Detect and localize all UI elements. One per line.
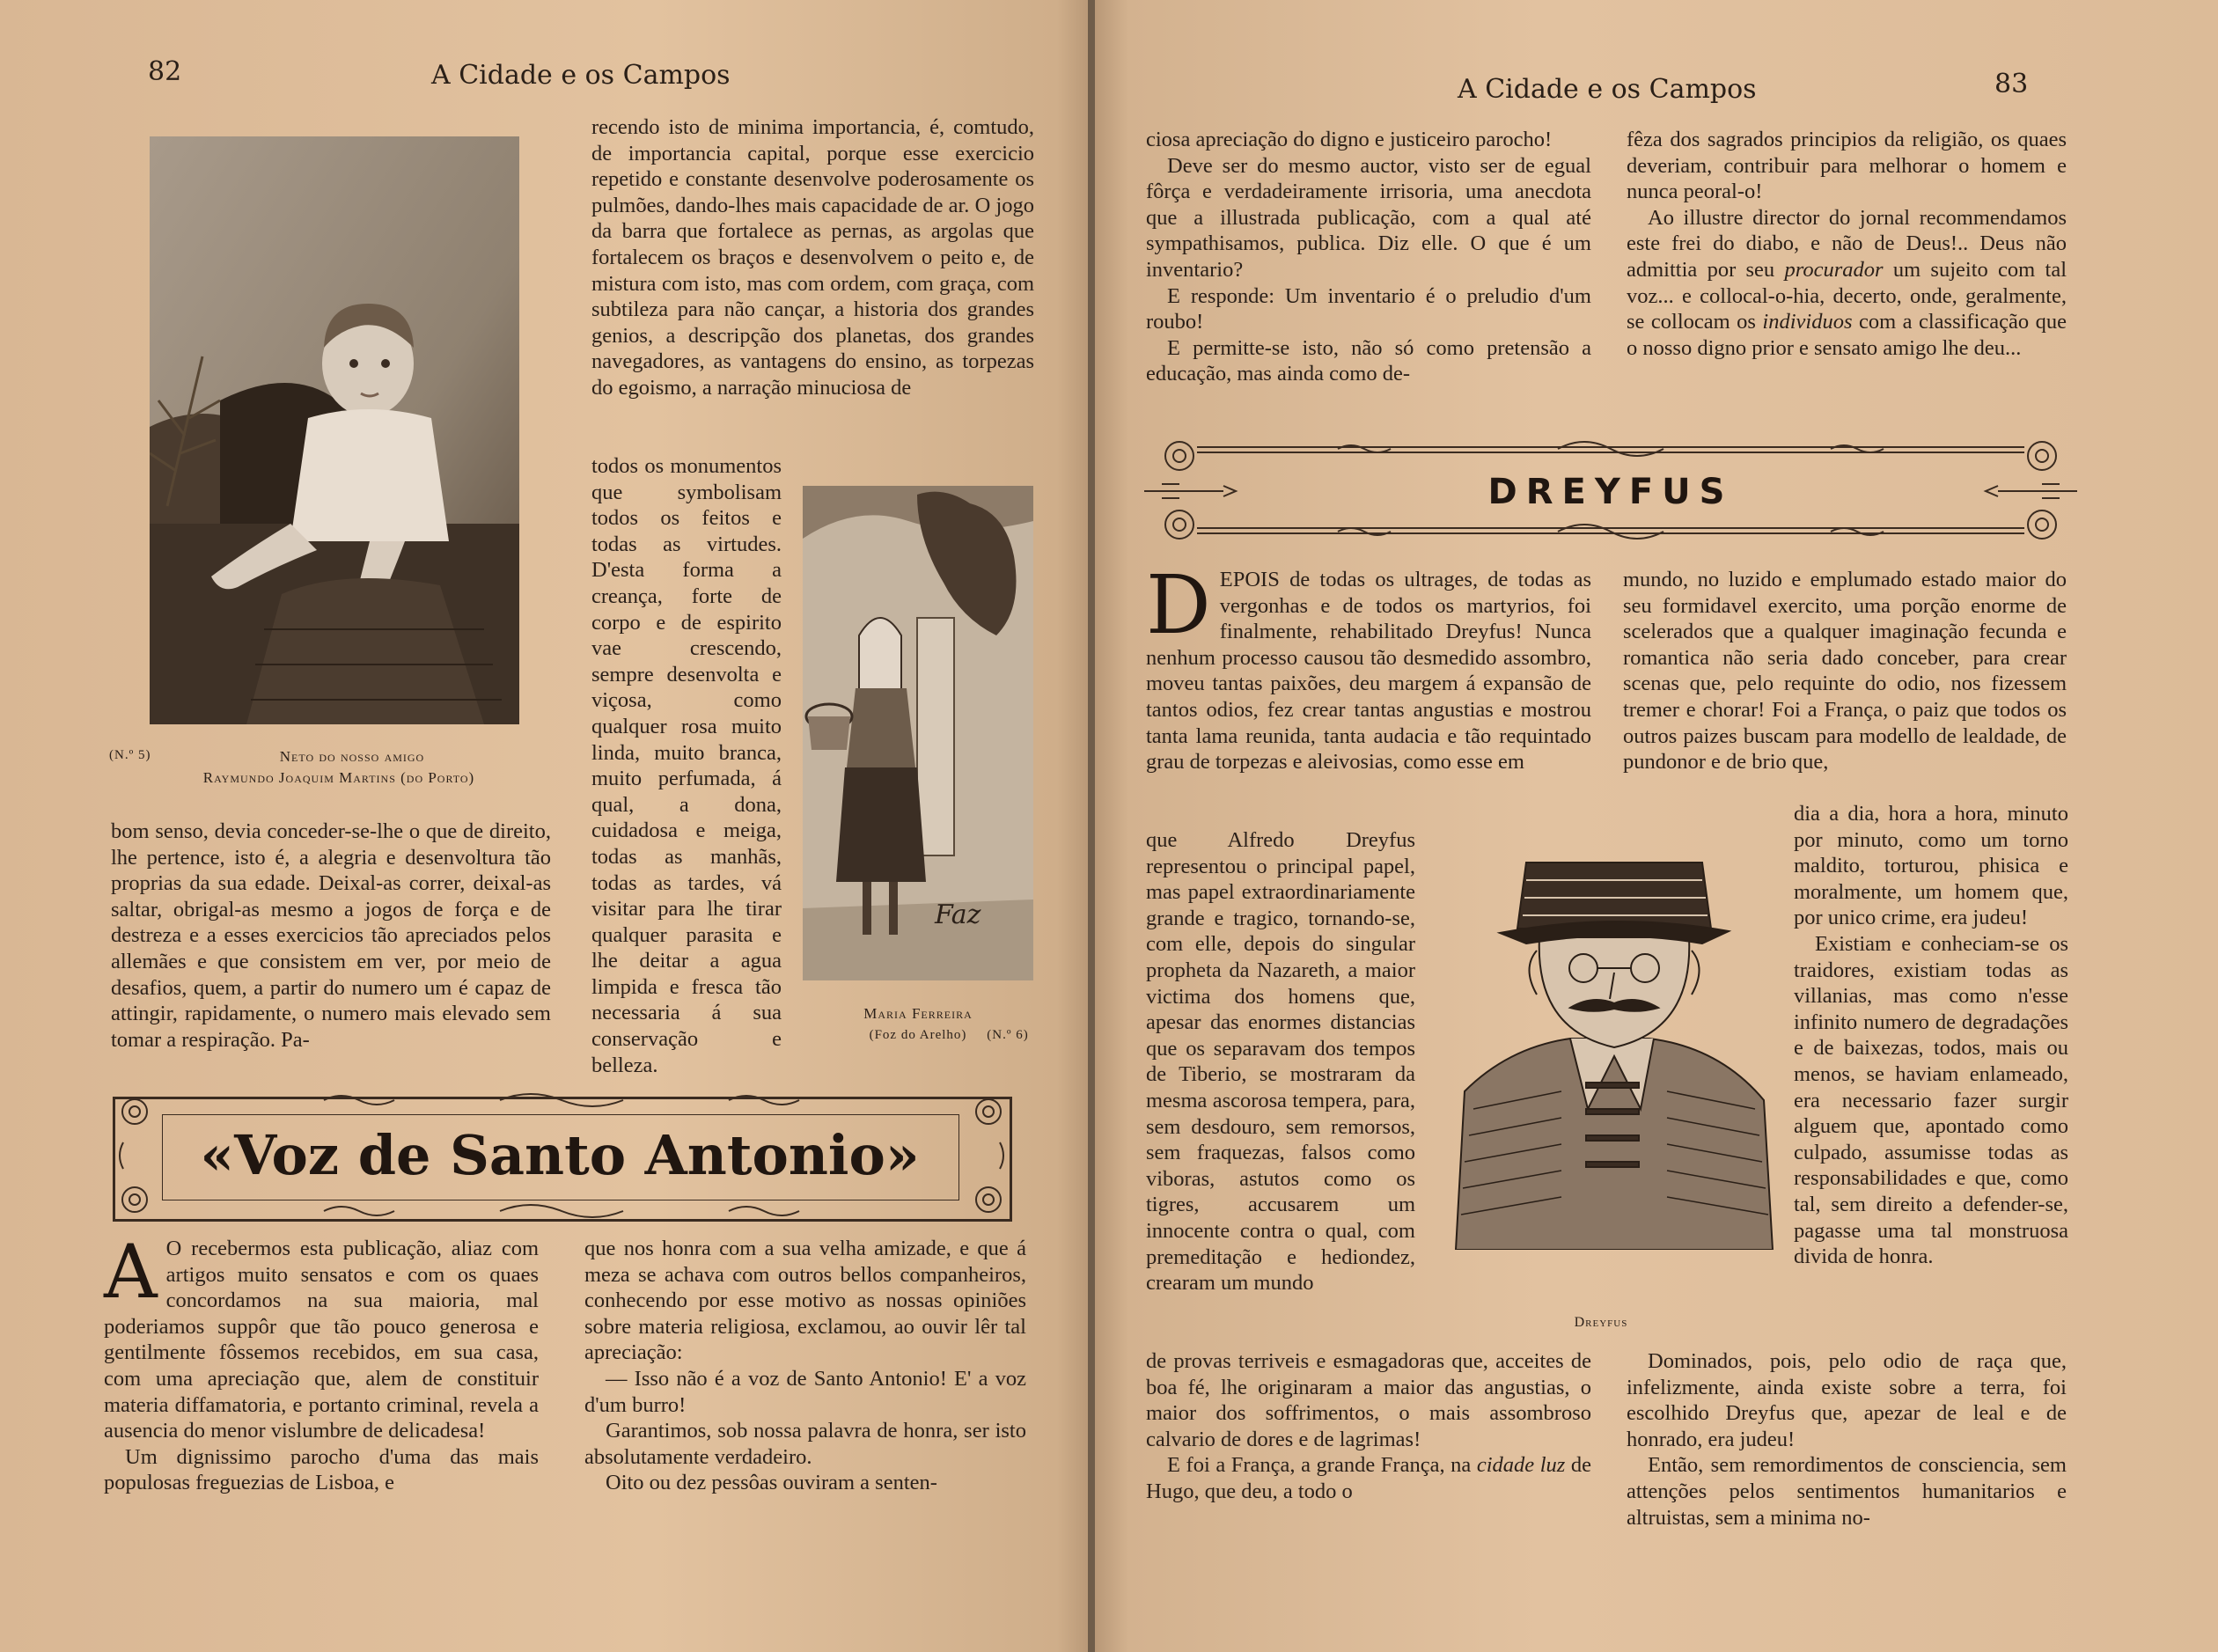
dreyfus-section-title: DREYFUS [1487,472,1734,512]
right-top-col1-p4: E permitte-se isto, não só como pretensão a educação, mas ainda como de- [1146,335,1591,386]
voz-col2-paragraph1: que nos honra com a sua velha amizade, e que á meza se achava com outros bellos companheiros, conhecendo por esse motivo as nossas opiniões sobre materia religiosa, exclamou, ao ouvir lêr tal apreciação: [584,1237,1026,1365]
dreyfus-col2-narrow-p2: Existiam e conheciam-se os traidores, existiam todas as villanias, mas como n'esse infinito numero de degradações e de baixezas, todos, mais ou menos, se haviam enlameado, era necessario fazer surgir alguem que, apontado como culpado, assumisse todas as responsabilidades e que, como tal, sem direito a defender-se, pagasse uma tal monstruosa divida de honra. [1794,931,2068,1269]
left-col2-narrow-text [591,453,782,1078]
left-col2-top-paragraph: recendo isto de minima importancia, é, comtudo, de importancia capital, porque esse exercicio repetido e constante desenvolve poderosamente os pulmões, dando-lhes mais capacidade de ar. O jogo da barra que fortalece as pernas, as argolas que fortalecem os braços e desenvolvem o peito e, de mistura com isto, mas com ordem, com graça, com subtileza para não cançar, a historia dos grandes genios, a descripção dos planetas, dos grandes navegadores, as vantagens do ensino, as torpezas do egoismo, a narração minuciosa de [591,115,1034,400]
dreyfus-col1-intro [1146,558,1591,775]
baby-photo-number: (N.º 5) [109,748,151,762]
baby-photo-caption-line1: Neto do nosso amigo [279,748,425,765]
baby-photo-image [150,136,519,724]
running-head-left: A Cidade e os Campos [431,60,731,91]
dreyfus-col1-intro-text: de todas os ultrages, de todas as vergonhas e de todos os martyrios, foi finalmente, rehabilitado Dreyfus! Nunca nenhum processo causou tão desmedido assombro, moveu tantas paixões, deu margem á expansão de tantos odios, fez crear tantas angustias e mostrou tanta lama reunida, tanta audacia e tão requintado grau de torpezas e aleivosias, como esse em [1146,568,1591,775]
dreyfus-col2-narrow-p1: dia a dia, hora a hora, minuto por minuto, como um torno maldito, torturou, phisica e moralmente, um homem que, por unico crime, era judeu! [1794,802,2068,930]
right-top-col2-p2a: Ao illustre director do jornal recommendamos este frei do diabo, e não de Deus!.. Deus não admittia por seu [1627,205,2067,282]
right-page [1095,0,2218,1652]
dreyfus-col1-bottom-text: de provas terriveis e esmagadoras que, acceites de boa fé, lhe originaram a maior das angustias, o maior dos soffrimentos, o mais assombroso calvario de dores e de lagrimas! [1146,1349,1591,1451]
dreyfus-col1-narrow-text: que Alfredo Dreyfus representou o principal papel, mas papel extraordinariamente grande e tragico, tornando-se, com elle, depois do singular propheta da Nazareth, a maior victima dos homens que, apesar das enormes distancias que os separavam dos tempos de Tiberio, se mostraram da mesma ascorosa tempera, para, sem desdouro, sem remorsos, sem fraquezas, falsos como viboras, astutos como os tigres, accusarem um innocente contra o qual, com premeditação e hediondez, crearam um mundo [1146,828,1415,1296]
dreyfus-col2-top [1623,567,2067,775]
dreyfus-col1-final-b: de Hugo, que deu, a todo o [1146,1453,1592,1503]
right-top-col1-p1: ciosa apreciação do digno e justiceiro parocho! [1146,128,1553,151]
baby-photo [150,136,519,724]
left-col2-top-text [591,114,1034,401]
right-top-col1-p2: Deve ser do mesmo auctor, visto ser de egual fôrça e verdadeiramente irrisoria, uma anecdota que a illustrada publicação, com a qual até sympathisamos, publica. Diz elle. O que é um inventario? [1146,153,1591,282]
dreyfus-col1-final-em: cidade luz [1476,1453,1566,1478]
right-top-col2-em2: individuos [1762,310,1853,334]
dreyfus-portrait [1438,827,1781,1250]
dreyfus-col1-narrow [1146,827,1415,1296]
left-col1-text [111,819,551,1053]
dreyfus-col2-bottom [1627,1348,2067,1531]
left-col2-narrow-paragraph: todos os monumentos que symbolisam todos os feitos e todas as virtudes. D'esta forma a creança, forte de corpo e de espirito vae crescendo, sempre desenvolta e viçosa, como qualquer rosa muito linda, muito branca, muito perfumada, á qual, a dona, cuidadosa e meiga, todas as manhãs, todas as tardes, vá visitar para lhe tirar qualquer parasita e lhe deitar a agua limpida e fresca tão necessaria á sua conservação e belleza. [591,454,782,1077]
voz-col1-paragraph2: Um dignissimo parocho d'uma das mais populosas freguezias de Lisboa, e [104,1444,539,1495]
illustration-signature: Faz [935,899,981,930]
voz-col2-paragraph3: Garantimos, sob nossa palavra de honra, ser isto absolutamente verdadeiro. [584,1419,1026,1469]
dreyfus-col1-final-a: E foi a França, a grande França, na [1167,1453,1472,1478]
page-number-right: 83 [1994,69,2029,99]
left-col1-paragraph: bom senso, devia conceder-se-lhe o que de direito, lhe pertence, isto é, a alegria e desenvoltura tão proprias da sua edade. Deixal-as correr, deixal-as saltar, obrigal-as mesmo a jogos de força e de destreza e a esses exercicios tão apreciados pelos allemães e que consistem em ver, por meio de desafios, quem, a partir do numero um é capaz de attingir, rapidamente, o numero mais elevado sem tomar a respiração. Pa- [111,819,551,1052]
right-top-col1 [1146,127,1591,387]
right-top-col1-p3: E responde: Um inventario é o preludio d'um roubo! [1146,283,1591,334]
dreyfus-col2-bottom-p2: Então, sem remordimentos de consciencia, sem attenções pelos sentimentos humanitarios e altruistas, sem a minima no- [1627,1453,2067,1530]
dreyfus-dropcap-rest: EPOIS [1219,568,1280,591]
voz-section-title: «Voz de Santo Antonio» [200,1123,920,1187]
right-top-col2-p2b: um sujeito com tal voz... e collocal-o-hia, decerto, onde, geralmente, se collocam os [1627,257,2067,334]
voz-col2-paragraph2: — Isso não é a voz de Santo Antonio! E' a voz d'um burro! [584,1366,1026,1417]
dreyfus-col1-bottom [1146,1348,1591,1505]
running-head-right: A Cidade e os Campos [1458,74,1757,105]
dreyfus-col2-narrow [1794,801,2068,1270]
maria-ferreira-illustration [803,486,1033,980]
voz-drop-cap: A [104,1229,158,1315]
baby-photo-caption-line2: Raymundo Joaquim Martins (do Porto) [202,769,475,786]
voz-col1-text [104,1229,539,1496]
dreyfus-col2-top-text: mundo, no luzido e emplumado estado maior do seu formidavel exercito, uma porção enorme de scelerados que a qualquer imaginação fecunda e romantica não seria dado conceber, para crear scenas que, pelo requinte do odio, nos fizessem tremer e chorar! Foi a França, o paiz que todos os outros paizes buscam para modello de lealdade, de pundonor e de brio que, [1623,568,2067,775]
left-page [0,0,1090,1652]
right-top-col2-em1: procurador [1784,257,1884,282]
maria-ferreira-drawing [803,486,1033,980]
maria-caption-number: (N.º 6) [987,1028,1029,1042]
portrait-caption: Dreyfus [1574,1315,1628,1330]
voz-col2-text [584,1236,1026,1496]
right-top-col2-p2c: com a classificação que o nosso digno prior e sensato amigo lhe deu... [1627,310,2067,360]
right-top-col2-p1: fêza dos sagrados principios da religião, os quaes deveriam, contribuir para melhorar o homem e nunca peoral-o! [1627,128,2067,204]
voz-col1-paragraph1: O recebermos esta publicação, aliaz com artigos muito sensatos e com os quaes concordamos na sua maioria, mal poderiamos suppôr que tão pouco generosa e gentilmente fôssemos recebidos, em sua casa, com uma apreciação que, alem de constituir materia diffamatoria, e portanto criminal, revela a ausencia do menor vislumbre de delicadesa! [104,1237,539,1443]
dreyfus-drop-cap: D [1146,558,1211,652]
page-number-left: 82 [148,56,182,87]
maria-caption-line1: Maria Ferreira [863,1005,973,1022]
maria-caption-line2: (Foz do Arelho) [869,1028,967,1042]
right-top-col2 [1627,127,2067,361]
voz-col2-paragraph4: Oito ou dez pessôas ouviram a senten- [606,1471,937,1495]
dreyfus-col2-bottom-p1: Dominados, pois, pelo odio de raça que, infelizmente, ainda existe sobre a terra, foi escolhido Dreyfus que, apezar de leal e de honrado, era judeu! [1627,1349,2067,1451]
